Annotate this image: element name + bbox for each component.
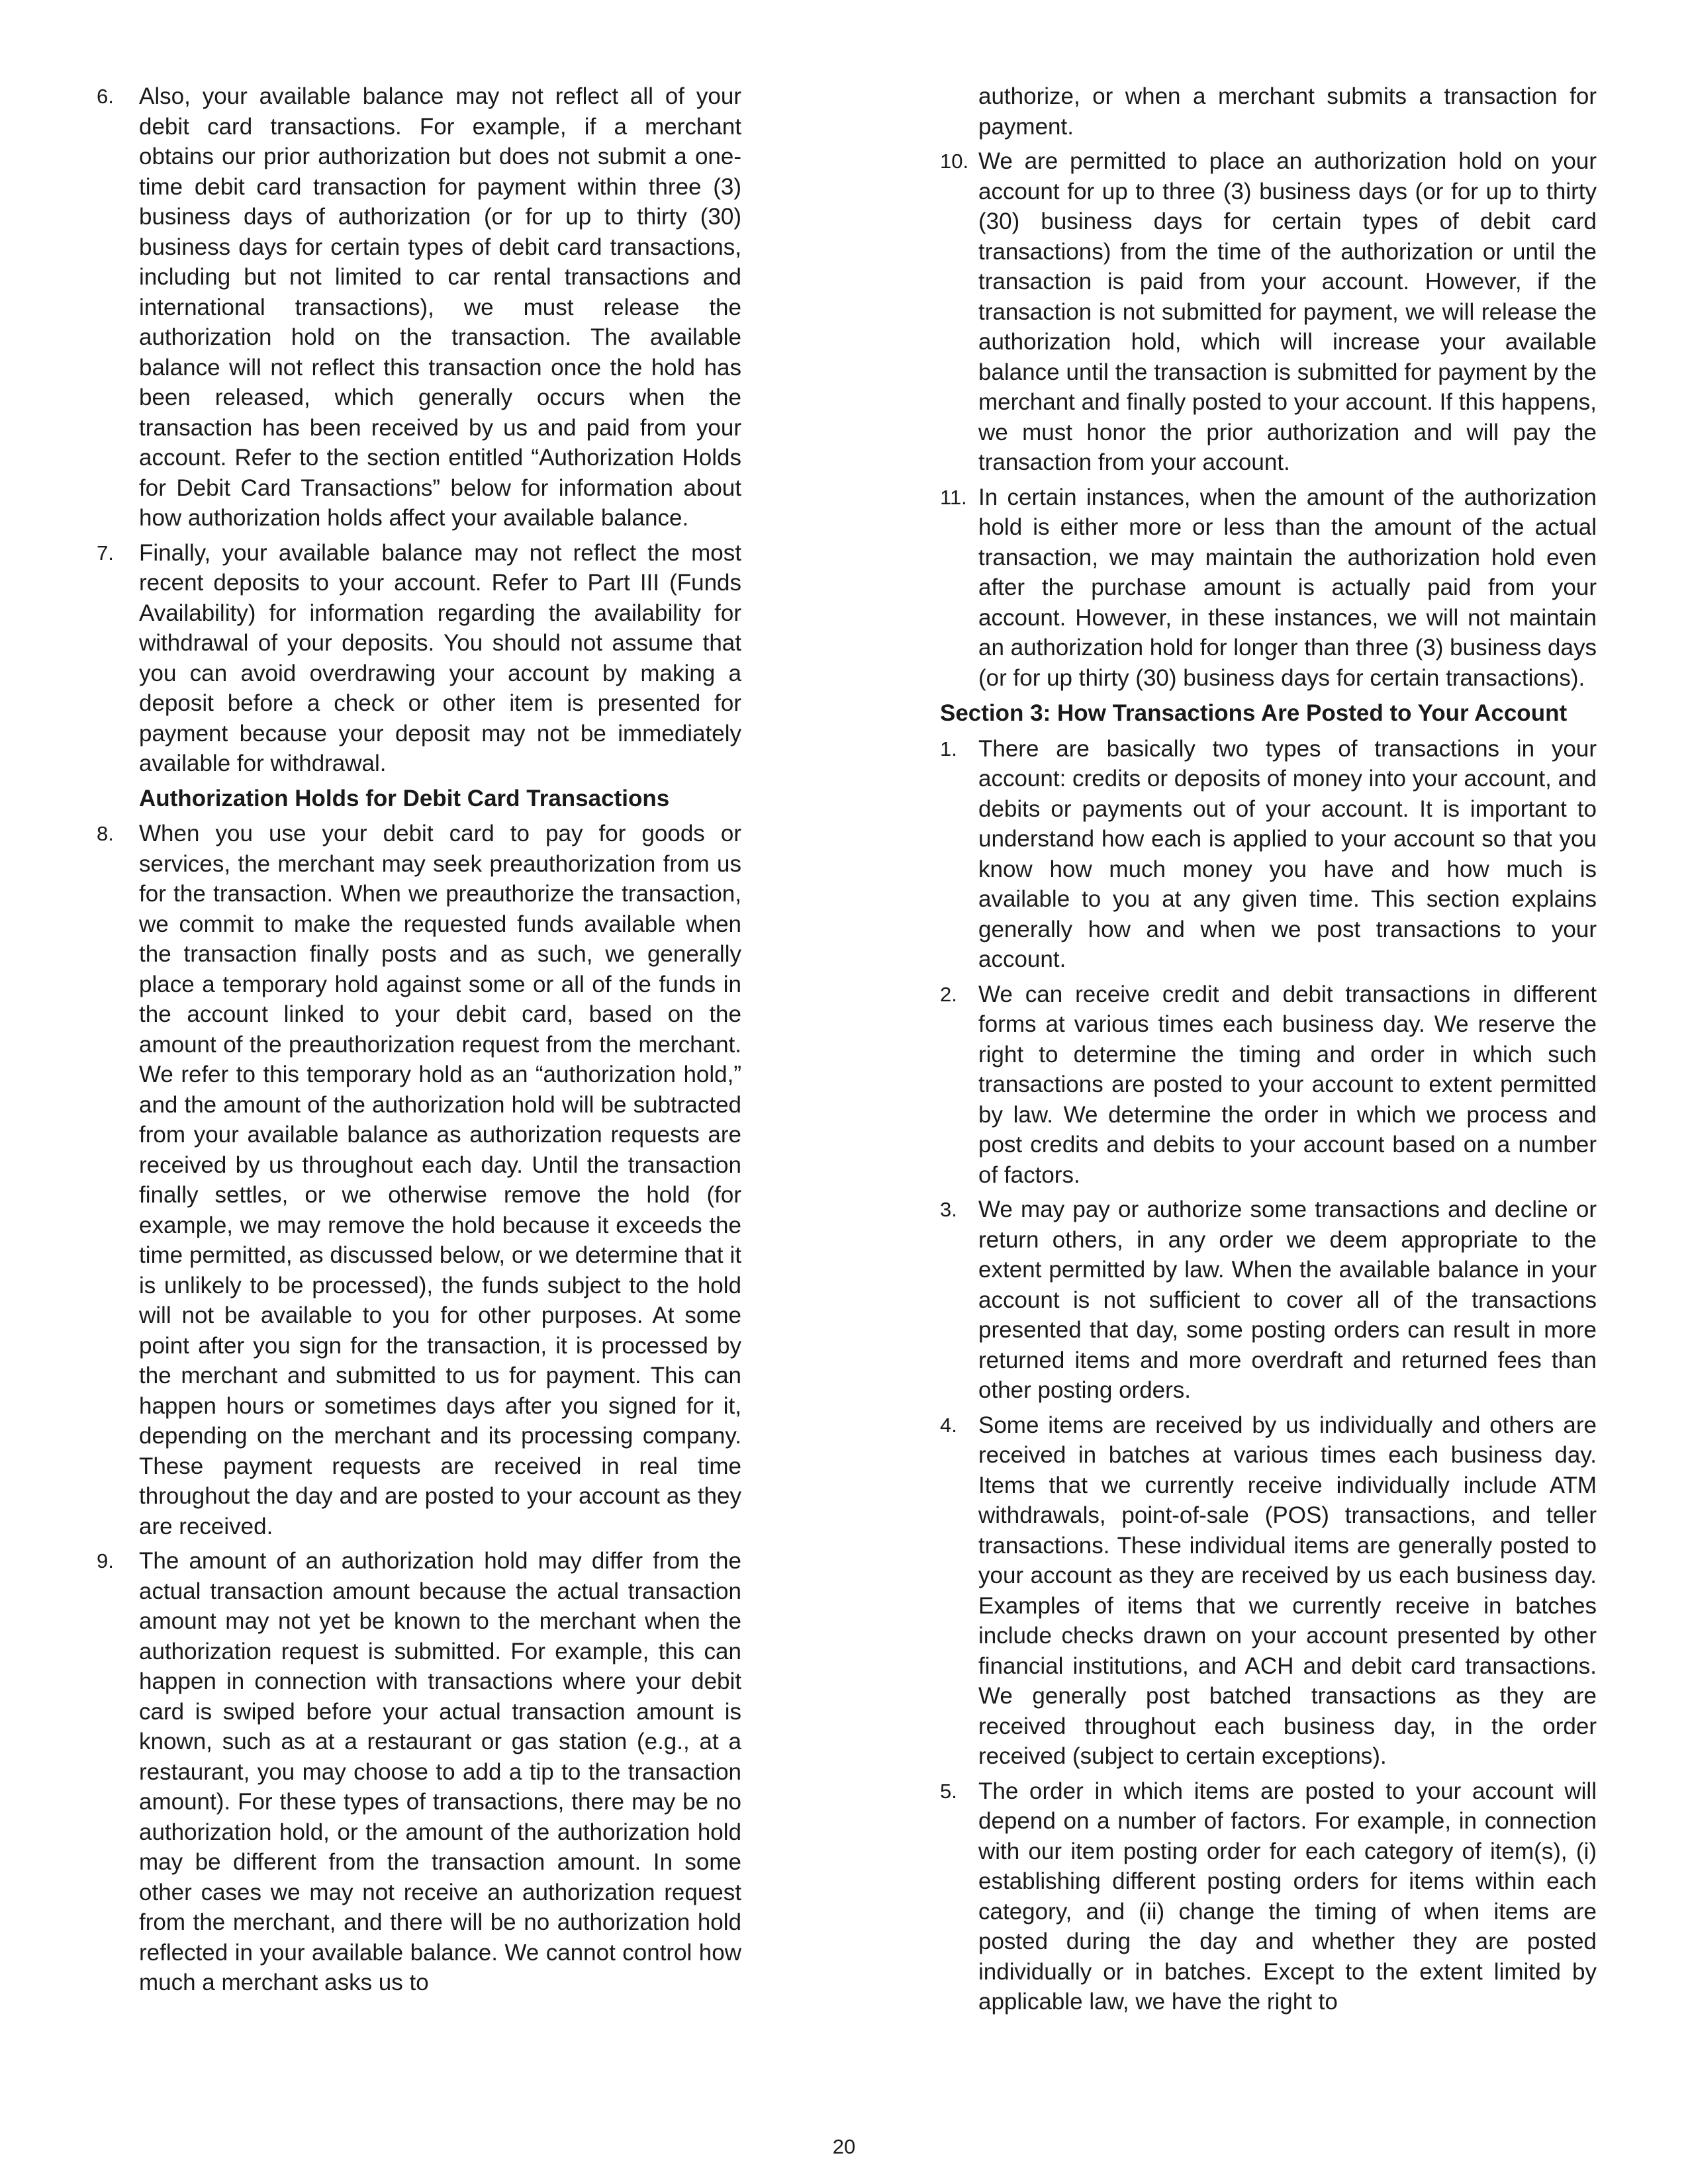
item-number: 7. <box>97 541 114 565</box>
item-number: 9. <box>97 1549 114 1572</box>
item-number: 4. <box>940 1413 957 1437</box>
item-number: 6. <box>97 85 114 108</box>
item-text: We are permitted to place an authorization hold on your account for up to three (3) business days (or for up to thirty (30) business days for certain types of debit card transactions) from the time of the authorization or until the transaction is paid from your account. However, if the transaction is not submitted for payment, we will release the authorization hold, which will increase your available balance until the transaction is submitted for payment by the merchant and finally posted to your account. If this happens, we must honor the prior authorization and will pay the transaction from your account. <box>978 148 1597 475</box>
item-number: 11. <box>940 485 967 509</box>
item-text: Some items are received by us individually and others are received in batches at various times each business day. Items that we currently receive individually include ATM withdrawals, point-of-sale (POS) transactions, and teller transactions. These individual items are generally posted to your account as they are received by us each business day. Examples of items that we currently receive in batches include checks drawn on your account presented by other financial institutions, and ACH and debit card transactions. We generally post batched transactions as they are received throughout each business day, in the order received (subject to certain exceptions). <box>978 1412 1597 1769</box>
item-number: 8. <box>97 822 114 845</box>
item-number: 5. <box>940 1779 957 1803</box>
list-item <box>940 482 1597 694</box>
continued-text: authorize, or when a merchant submits a transaction for payment. <box>978 83 1597 140</box>
list-item <box>93 819 741 1541</box>
list-item <box>940 1776 1597 2017</box>
item-text: There are basically two types of transactions in your account: credits or deposits of money into your account, and debits or payments out of your account. It is important to understand how each is applied to your account so that you know how much money you have and how much is available to you at any given time. This section explains generally how and when we post transactions to your account. <box>978 735 1597 972</box>
subheading: Authorization Holds for Debit Card Transactions <box>139 785 670 811</box>
item-text: When you use your debit card to pay for goods or services, the merchant may seek preauthorization from us for the transaction. When we preauthorize the transaction, we commit to make the requested funds available when the transaction finally posts and as such, we generally place a temporary hold against some or all of the funds in the account linked to your debit card, based on the amount of the preauthorization request from the merchant. We refer to this temporary hold as an “authorization hold,” and the amount of the authorization hold will be subtracted from your available balance as authorization requests are received by us throughout each day. Until the transaction finally settles, or we otherwise remove the hold (for example, we may remove the hold because it exceeds the time permitted, as discussed below, or we determine that it is unlikely to be processed), the funds subject to the hold will not be available to you for other purposes. At some point after you sign for the transaction, it is processed by the merchant and submitted to us for payment. This can happen hours or sometimes days after you signed for it, depending on the merchant and its processing company. These payment requests are received in real time throughout the day and are posted to your account as they are received. <box>139 821 741 1539</box>
item-number: 10. <box>940 150 969 173</box>
item-number: 2. <box>940 982 957 1006</box>
item-text: The amount of an authorization hold may differ from the actual transaction amount because the actual transaction amount may not yet be known to the merchant when the authorization request is submitted. For example, this can happen in connection with transactions where your debit card is swiped before your actual transaction amount is known, such as at a restaurant or gas station (e.g., at a restaurant, you may choose to add a tip to the transaction amount). For these types of transactions, there may be no authorization hold, or the amount of the authorization hold may be different from the transaction amount. In some other cases we may not receive an authorization request from the merchant, and there will be no authorization hold reflected in your available balance. We cannot control how much a merchant asks us to <box>139 1548 741 1995</box>
item-number: 1. <box>940 737 957 760</box>
item-text: Finally, your available balance may not reflect the most recent deposits to your account. Refer to Part III (Funds Availability) for information regarding the availability for withdrawal of your deposits. You should not assume that you can avoid overdrawing your account by making a deposit before a check or other item is presented for payment because your deposit may not be immediately available for withdrawal. <box>139 539 741 776</box>
section-heading: Section 3: How Transactions Are Posted to Your Account <box>940 700 1568 726</box>
item-text: In certain instances, when the amount of the authorization hold is either more or less than the amount of the actual transaction, we may maintain the authorization hold even after the purchase amount is actually paid from your account. However, in these instances, we will not maintain an authorization hold for longer than three (3) business days (or for up thirty (30) business days for certain transactions). <box>978 484 1597 691</box>
list-item <box>940 734 1597 975</box>
item-text: Also, your available balance may not reflect all of your debit card transactions. For example, if a merchant obtains our prior authorization but does not submit a one-time debit card transaction for payment within three (3) business days of authorization (or for up to thirty (30) business days for certain types of debit card transactions, including but not limited to car rental transactions and international transactions), we must release the authorization hold on the transaction. The available balance will not reflect this transaction once the hold has been released, which generally occurs when the transaction has been received by us and paid from your account. Refer to the section entitled “Authorization Holds for Debit Card Transactions” below for information about how authorization holds affect your available balance. <box>139 83 741 531</box>
page-number: 20 <box>832 2135 856 2158</box>
list-item <box>940 979 1597 1191</box>
item-text: We may pay or authorize some transactions and decline or return others, in any order we deem appropriate to the extent permitted by law. When the available balance in your account is not sufficient to cover all of the transactions presented that day, some posting orders can result in more returned items and more overdraft and returned fees than other posting orders. <box>978 1197 1597 1403</box>
item-number: 3. <box>940 1198 957 1221</box>
right-column <box>940 81 1597 2022</box>
left-column <box>93 81 741 2003</box>
list-item <box>940 1195 1597 1406</box>
list-item <box>940 146 1597 478</box>
list-item <box>940 1410 1597 1772</box>
item-text: We can receive credit and debit transactions in different forms at various times each business day. We reserve the right to determine the timing and order in which such transactions are posted to your account to extent permitted by law. We determine the order in which we process and post credits and debits to your account based on a number of factors. <box>978 981 1597 1188</box>
item-text: The order in which items are posted to your account will depend on a number of factors. For example, in connection with our item posting order for each category of item(s), (i) establishing different posting orders for items within each category, and (ii) change the timing of when items are posted during the day and whether they are posted individually or in batches. Except to the extent limited by applicable law, we have the right to <box>978 1778 1597 2015</box>
list-item <box>93 1546 741 1998</box>
list-item <box>93 81 741 533</box>
list-item <box>93 538 741 779</box>
